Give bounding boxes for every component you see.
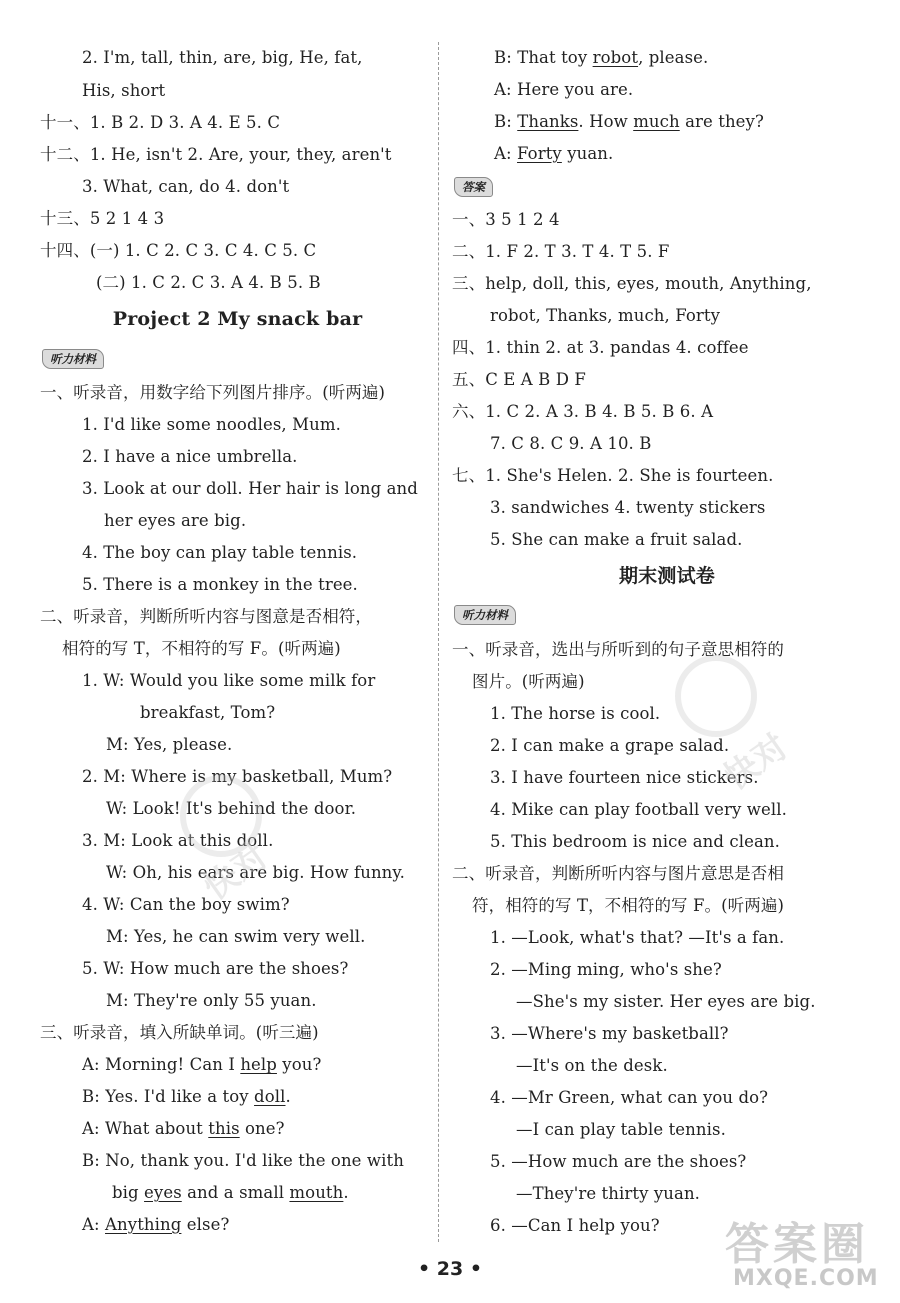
answer-line: 2. I'm, tall, thin, are, big, He, fat, — [82, 48, 363, 67]
answer-line: 5. She can make a fruit salad. — [490, 530, 743, 549]
dialogue-line: 3. M: Look at this doll. — [82, 831, 274, 850]
answer-line: 十一、1. B 2. D 3. A 4. E 5. C — [40, 113, 281, 132]
cloze-line: B: Thanks. How much are they? — [494, 112, 764, 131]
question-heading: 一、听录音，选出与所听到的句子意思相符的 — [452, 640, 784, 659]
question-heading: 符，相符的写 T，不相符的写 F。(听两遍) — [472, 896, 785, 915]
dialogue-line: 1. W: Would you like some milk for — [82, 671, 376, 690]
dialogue-line: —I can play table tennis. — [516, 1120, 726, 1139]
question-heading: 二、听录音，判断所听内容与图意是否相符， — [40, 607, 372, 626]
corner-watermark-url: MXQE.COM — [733, 1266, 879, 1291]
filled-blank: mouth — [289, 1183, 344, 1202]
cloze-line: big eyes and a small mouth. — [112, 1183, 349, 1202]
answer-line: robot, Thanks, much, Forty — [490, 306, 721, 325]
answer-line: 二、1. F 2. T 3. T 4. T 5. F — [452, 242, 670, 261]
dialogue-line: 4. —Mr Green, what can you do? — [490, 1088, 769, 1107]
dialogue-line: 4. W: Can the boy swim? — [82, 895, 290, 914]
cloze-line: A: Anything else? — [82, 1215, 230, 1234]
question-heading: 一、听录音，用数字给下列图片排序。(听两遍) — [40, 383, 386, 402]
transcript-line: 1. I'd like some noodles, Mum. — [82, 415, 341, 434]
transcript-line: 5. There is a monkey in the tree. — [82, 575, 358, 594]
dialogue-line: breakfast, Tom? — [140, 703, 276, 722]
filled-blank: eyes — [144, 1183, 182, 1202]
question-heading: 相符的写 T，不相符的写 F。(听两遍) — [62, 639, 341, 658]
dialogue-line: 6. —Can I help you? — [490, 1216, 660, 1235]
answer-line: 一、3 5 1 2 4 — [452, 210, 560, 229]
answer-line: (二) 1. C 2. C 3. A 4. B 5. B — [96, 273, 321, 292]
section-label: 十二、 — [40, 145, 90, 164]
cloze-line: B: That toy robot, please. — [494, 48, 709, 67]
cloze-line: A: Morning! Can I help you? — [82, 1055, 322, 1074]
section-label: 十四、 — [40, 241, 90, 260]
filled-blank: Anything — [105, 1215, 182, 1234]
section-label: 十三、 — [40, 209, 90, 228]
filled-blank: robot — [592, 48, 639, 67]
watermark-text: 快对 — [716, 726, 796, 799]
section-title: 期末测试卷 — [618, 565, 715, 587]
transcript-line: 4. Mike can play football very well. — [490, 800, 787, 819]
dialogue-line: 5. W: How much are the shoes? — [82, 959, 349, 978]
cloze-line: B: Yes. I'd like a toy doll. — [82, 1087, 291, 1106]
watermark-text: 快对 — [196, 836, 276, 909]
transcript-line: 4. The boy can play table tennis. — [82, 543, 358, 562]
dialogue-line: 3. —Where's my basketball? — [490, 1024, 729, 1043]
filled-blank: Thanks — [517, 112, 579, 131]
column-divider — [438, 42, 439, 1242]
cloze-line: A: Here you are. — [494, 80, 634, 99]
dialogue-line: 2. —Ming ming, who's she? — [490, 960, 722, 979]
answer-line: 十三、5 2 1 4 3 — [40, 209, 165, 228]
watermark-logo-icon — [675, 655, 757, 737]
listening-material-tag: 听力材料 — [454, 605, 516, 625]
dialogue-line: M: Yes, please. — [106, 735, 233, 754]
filled-blank: help — [240, 1055, 277, 1074]
answer-line: 六、1. C 2. A 3. B 4. B 5. B 6. A — [452, 402, 714, 421]
dialogue-line: M: They're only 55 yuan. — [106, 991, 317, 1010]
answer-line: 七、1. She's Helen. 2. She is fourteen. — [452, 466, 774, 485]
dialogue-line: —She's my sister. Her eyes are big. — [516, 992, 816, 1011]
filled-blank: this — [208, 1119, 240, 1138]
answer-line: 3. What, can, do 4. don't — [82, 177, 290, 196]
corner-watermark-title: 答案圈 — [725, 1219, 869, 1270]
filled-blank: doll — [254, 1087, 286, 1106]
dialogue-line: 1. —Look, what's that? —It's a fan. — [490, 928, 785, 947]
cloze-line: B: No, thank you. I'd like the one with — [82, 1151, 404, 1170]
section-label: 十一、 — [40, 113, 90, 132]
answer-line: 四、1. thin 2. at 3. pandas 4. coffee — [452, 338, 749, 357]
dialogue-line: 5. —How much are the shoes? — [490, 1152, 747, 1171]
transcript-line: 2. I can make a grape salad. — [490, 736, 730, 755]
filled-blank: much — [633, 112, 680, 131]
answer-line: 三、help, doll, this, eyes, mouth, Anything, — [452, 274, 812, 293]
dialogue-line: —It's on the desk. — [516, 1056, 668, 1075]
cloze-line: A: Forty yuan. — [494, 144, 614, 163]
transcript-line: 5. This bedroom is nice and clean. — [490, 832, 780, 851]
listening-material-tag: 听力材料 — [42, 349, 104, 369]
answer-tag: 答案 — [454, 177, 493, 197]
cloze-line: A: What about this one? — [82, 1119, 285, 1138]
answer-line: 3. sandwiches 4. twenty stickers — [490, 498, 766, 517]
dialogue-line: W: Look! It's behind the door. — [106, 799, 357, 818]
answer-line: 十二、1. He, isn't 2. Are, your, they, aren't — [40, 145, 392, 164]
transcript-line: 3. Look at our doll. Her hair is long and — [82, 479, 418, 498]
transcript-line: 1. The horse is cool. — [490, 704, 661, 723]
question-heading: 三、听录音，填入所缺单词。(听三遍) — [40, 1023, 319, 1042]
question-heading: 图片。(听两遍) — [472, 672, 585, 691]
filled-blank: Forty — [517, 144, 562, 163]
dialogue-line: 2. M: Where is my basketball, Mum? — [82, 767, 393, 786]
section-title: Project 2 My snack bar — [112, 308, 363, 330]
corner-watermark — [715, 1208, 895, 1298]
transcript-line: 2. I have a nice umbrella. — [82, 447, 298, 466]
dialogue-line: W: Oh, his ears are big. How funny. — [106, 863, 405, 882]
answer-line: 五、C E A B D F — [452, 370, 586, 389]
question-heading: 二、听录音，判断所听内容与图片意思是否相 — [452, 864, 784, 883]
transcript-line: her eyes are big. — [104, 511, 247, 530]
answer-line: His, short — [82, 81, 166, 100]
transcript-line: 3. I have fourteen nice stickers. — [490, 768, 759, 787]
dialogue-line: M: Yes, he can swim very well. — [106, 927, 366, 946]
dialogue-line: —They're thirty yuan. — [516, 1184, 701, 1203]
answer-line: 7. C 8. C 9. A 10. B — [490, 434, 652, 453]
answer-line: 十四、(一) 1. C 2. C 3. C 4. C 5. C — [40, 241, 317, 260]
page-number: • 23 • — [418, 1258, 482, 1280]
